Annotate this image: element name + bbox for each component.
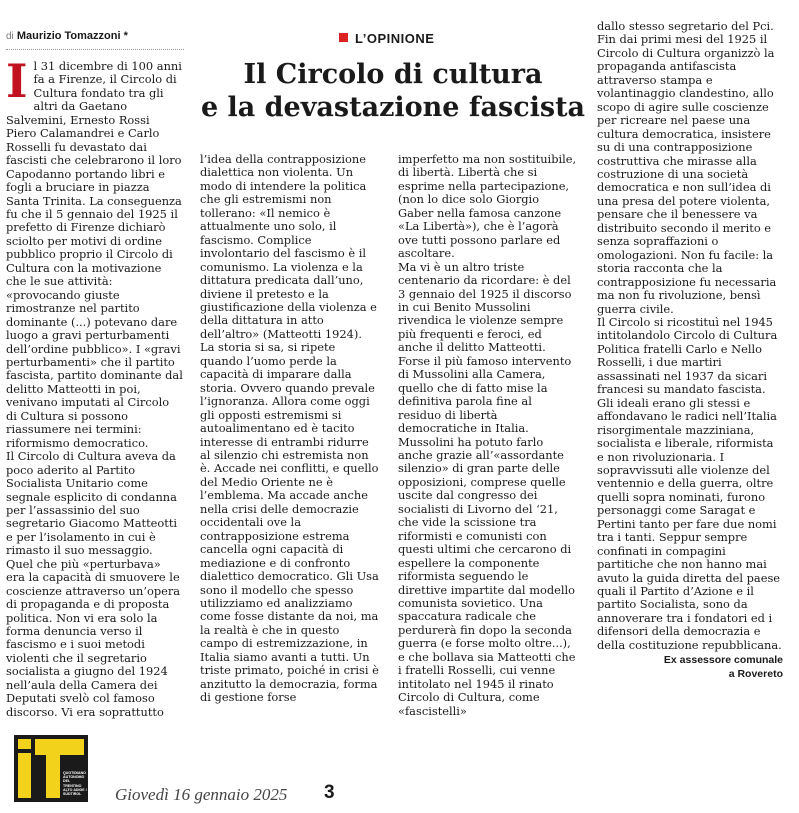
author-signature — [597, 653, 783, 681]
signature-line-1: Ex assessore comunale — [663, 654, 783, 667]
paragraph-text: l 31 dicembre di 100 anni fa a Firenze, il Circolo di Cultura fondato tra gli altri da Gaetano Salvemini, Ernesto Rossi Piero Calamandrei e Carlo Rosselli fu devastato dai fascisti che celebrarono il loro Capodanno portando libri e fogli a bruciare in piazza Santa Trinita. La conseguenza fu che il 5 gennaio del 1925 il prefetto di Firenze dichiarò sciolto per motivi di ordine pubblico proprio il Circolo di Cultura con la motivazione che le sue attività: «provocando giuste rimostranze nel partito dominante (...) potevano dare luogo a gravi perturbamenti dell’ordine pubblico». I «gravi perturbamenti» che il partito fascista, partito dominante dal delitto Matteotti in poi, venivano imputati al Circolo di Cultura si possono riassumere nei termini: riformismo democratico. — [6, 59, 183, 450]
article-column-3 — [398, 153, 578, 718]
page-number: 3 — [324, 782, 335, 803]
article-column-1 — [6, 54, 183, 719]
article-paragraph: l’idea della contrapposizione dialettica non violenta. Un modo di intendere la politica che gli estremismi non tollerano: «Il nemico è attualmente uno solo, il fascismo. Complice involontario del fascismo è il comunismo. La violenza e la dittatura predicata dall’uno, diviene il pretesto e la giustificazione della violenza e della dittatura in atto dell’altro» (Matteotti 1924). — [200, 152, 377, 341]
logo-text: QUOTIDIANO AUTONOMO DEL TRENTINO ALTO ADIGE / SÜDTIROL — [63, 771, 87, 797]
headline-line-1: Il Circolo di cultura — [243, 59, 543, 90]
article-column-2 — [200, 153, 380, 705]
article-paragraph: Il Circolo si ricostituì nel 1945 intitolandolo Circolo di Cultura Politica fratelli Carlo e Nello Rosselli, i due martiri assassinati nel 1937 da sicari francesi su mandato fascista. Gli ideali erano gli stessi e affondavano le radici nell’Italia risorgimentale mazziniana, socialista e liberale, riformista e non rivoluzionaria. I sopravvissuti alle violenze del ventennio e della guerra, oltre quelli sopra nominati, furono personaggi come Saragat e Pertini tanto per fare due nomi tra i tanti. Seppur sempre confinati in compagini partitiche che non hanno mai avuto la guida diretta del paese quali il Partito d’Azione e il partito Socialista, sono da annoverare tra i fondatori ed i difensori della democrazia e della costituzione repubblicana. — [597, 314, 782, 652]
article-paragraph — [6, 54, 183, 450]
signature-line-2: a Rovereto — [728, 668, 783, 681]
article-paragraph: imperfetto ma non sostituibile, di libertà. Libertà che si esprime nella partecipazione, (non lo dice solo Giorgio Gaber nella famosa canzone «La Libertà»), che è l’agorà ove tutti possono parlare ed ascoltare. — [398, 152, 577, 261]
section-marker-icon — [339, 33, 348, 42]
article-paragraph: La storia si sa, si ripete quando l’uomo perde la capacità di imparare dalla storia. Ovvero quando prevale l’ignoranza. Allora come oggi gli opposti estremismi si autoalimentano ed è tacito interesse di entrambi ridurre al silenzio chi estremista non è. Accade nei conflitti, e quello del Medio Oriente ne è l’emblema. Ma accade anche nella crisi delle democrazie occidentali ove la contrapposizione estrema cancella ogni capacità di mediazione e di confronto dialettico democratico. Gli Usa sono il modello che spesso utilizziamo ed analizziamo come fosse distante da noi, ma la realtà è che in questo campo di estremizzazione, in Italia siamo avanti a tutti. Un triste primato, poiché in crisi è anzitutto la democrazia, forma di gestione forse — [200, 340, 379, 705]
byline — [6, 30, 128, 42]
section-label — [339, 31, 434, 46]
footer-date: Giovedì 16 gennaio 2025 — [115, 785, 288, 804]
article-column-4 — [597, 20, 783, 681]
byline-prefix: di — [6, 31, 14, 42]
article-paragraph: dallo stesso segretario del Pci. Fin dai primi mesi del 1925 il Circolo di Cultura organizzò la propaganda antifascista attraverso stampa e volantinaggio clandestino, allo scopo di agire sulle coscienze per ricreare nel paese una cultura democratica, insistere su di una contrapposizione costruttiva che mirasse alla costruzione di una società democratica e non sull’idea di una presa del potere violenta, pensare che il benessere va distribuito secondo il merito e senza sopraffazioni o omologazioni. Non fu facile: la storia racconta che la contrapposizione fu necessaria ma non fu rivoluzione, bensì guerra civile. — [597, 19, 777, 316]
byline-author: Maurizio Tomazzoni * — [16, 30, 128, 42]
drop-cap: I — [6, 54, 28, 108]
newspaper-logo — [14, 735, 88, 802]
byline-divider — [6, 49, 184, 50]
section-label-text: L’OPINIONE — [355, 31, 435, 46]
article-paragraph: Il Circolo di Cultura aveva da poco aderito al Partito Socialista Unitario come segnale esplicito di condanna per l’assassinio del suo segretario Giacomo Matteotti e per l’isolamento in cui è rimasto il suo messaggio. Quel che più «perturbava» era la capacità di smuovere le coscienze attraverso un’opera di propaganda e di proposta politica. Non vi era solo la forma denuncia verso il fascismo e i suoi metodi violenti che il segretario socialista a giugno del 1924 nell’aula della Camera dei Deputati svelò col famoso discorso. Vi era soprattutto — [6, 449, 181, 719]
headline — [196, 58, 590, 124]
headline-line-2: e la devastazione fascista — [200, 92, 586, 123]
article-paragraph: Ma vi è un altro triste centenario da ricordare: è del 3 gennaio del 1925 il discorso in cui Benito Mussolini rivendica le violenze sempre più frequenti e feroci, ed anche il delitto Matteotti. Forse il più famoso intervento di Mussolini alla Camera, quello che di fatto mise la definitiva parola fine al residuo di libertà democratiche in Italia. Mussolini ha potuto farlo anche grazie all’«assordante silenzio» di gran parte delle opposizioni, comprese quelle uscite dal congresso dei socialisti di Livorno del ‘21, che vide la scissione tra riformisti e comunisti con questi ultimi che cercarono di espellere la componente riformista seguendo le direttive impartite dal modello comunista sovietico. Una spaccatura radicale che perdurerà fin dopo la seconda guerra (e forse molto oltre...), e che bollava sia Matteotti che i fratelli Rosselli, cui venne intitolato nel 1945 il rinato Circolo di Cultura, come «fascistelli» — [398, 259, 576, 718]
